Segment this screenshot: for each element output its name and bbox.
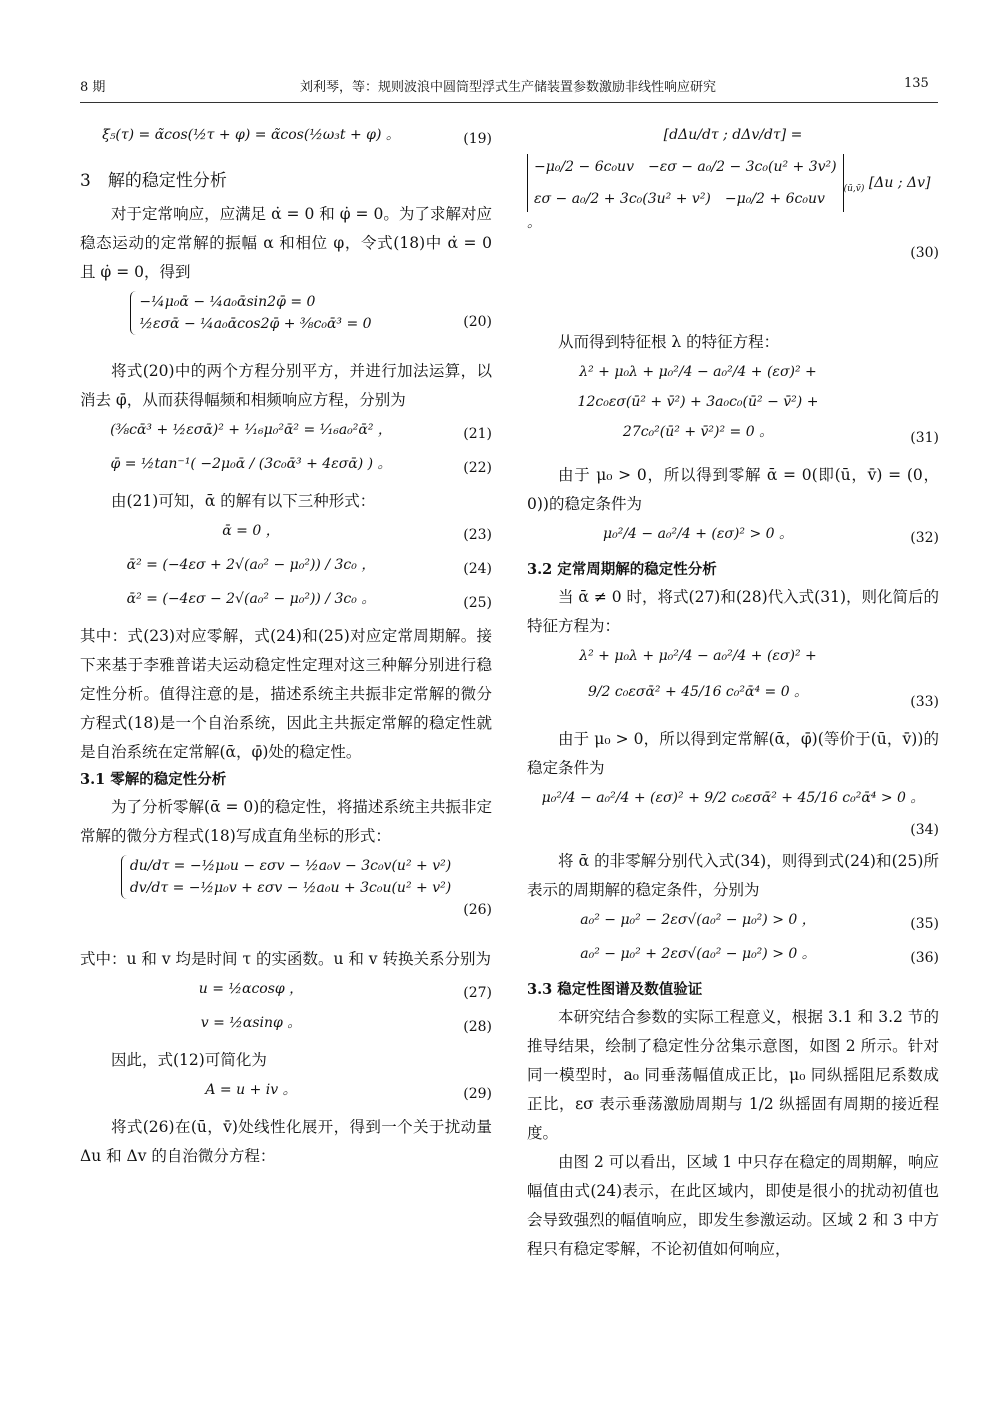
section-3-3-heading: 3.3 稳定性图谱及数值验证 bbox=[527, 981, 703, 998]
equation-36: a₀² − μ₀² + 2εσ√(a₀² − μ₀²) > 0 。 (36) bbox=[580, 946, 939, 966]
equation-21: (⅜cᾱ³ + ½εσᾱ)² + ¹⁄₁₆μ₀²ᾱ² = ¹⁄₁₆a₀²ᾱ² ， (21) bbox=[110, 422, 492, 442]
paragraph: 由于 μ₀ > 0，所以得到定常解(ᾱ，φ̄)(等价于(ū，v̄))的稳定条件为 bbox=[527, 730, 939, 777]
equation-30: [dΔu/dτ ; dΔv/dτ] = −μ₀/2 − 6c₀uv −εσ − a₀/2 − 3c₀(u² + 3v²) εσ − a₀/2 + 3c₀(3u² + v²) −μ₀/2 + 6c₀uv $_{(ū,v̄)}$ [Δu ; Δv] 。 (30) bbox=[527, 127, 939, 261]
equation-29: A = u + iv 。 (29) bbox=[205, 1082, 492, 1102]
left-column bbox=[80, 120, 492, 1171]
paragraph: 式中：u 和 v 均是时间 τ 的实函数。u 和 v 转换关系分别为 bbox=[80, 950, 491, 968]
equation-19: ξ₅(τ) = α̃cos(½τ + φ) = α̃cos(½ω₃t + φ) 。 (19) bbox=[102, 127, 492, 147]
header-article-title: 刘利琴，等：规则波浪中圆筒型浮式生产储装置参数激励非线性响应研究 bbox=[300, 80, 717, 95]
header-rule bbox=[80, 102, 938, 103]
equation-23: ᾱ = 0 ， (23) bbox=[222, 523, 492, 543]
equation-24: ᾱ² = (−4εσ + 2√(a₀² − μ₀²)) / 3c₀ ， (24) bbox=[126, 557, 492, 577]
equation-33: λ² + μ₀λ + μ₀²/4 − a₀²/4 + (εσ)² + 9/2 c₀εσᾱ² + 45/16 c₀²ᾱ⁴ = 0 。 (33) bbox=[579, 648, 939, 710]
equation-26: du/dτ = −½μ₀u − εσv − ½a₀v − 3c₀v(u² + v²) dv/dτ = −½μ₀v + εσv − ½a₀u + 3c₀u(u² + v²) (26) bbox=[80, 855, 492, 941]
equation-34: μ₀²/4 − a₀²/4 + (εσ)² + 9/2 c₀εσᾱ² + 45/16 c₀²ᾱ⁴ > 0 。 (34) bbox=[541, 790, 939, 838]
equation-35: a₀² − μ₀² − 2εσ√(a₀² − μ₀²) > 0 ， (35) bbox=[580, 912, 939, 932]
equation-32: μ₀²/4 − a₀²/4 + (εσ)² > 0 。 (32) bbox=[603, 526, 939, 546]
jacobian-matrix: −μ₀/2 − 6c₀uv −εσ − a₀/2 − 3c₀(u² + 3v²) εσ − a₀/2 + 3c₀(3u² + v²) −μ₀/2 + 6c₀uv bbox=[527, 154, 844, 212]
paragraph: 当 ᾱ ≠ 0 时，将式(27)和(28)代入式(31)，则化简后的特征方程为： bbox=[527, 588, 939, 635]
paragraph: 由(21)可知，ᾱ 的解有以下三种形式： bbox=[111, 492, 376, 510]
paragraph: 其中：式(23)对应零解，式(24)和(25)对应定常周期解。接下来基于李雅普诺夫运动稳定性定理对这三种解分别进行稳定性分析。值得注意的是，描述系统主共振非定常解的微分方程式(18)是一个自治系统，因此主共振定常解的稳定性就是自治系统在定常解(ᾱ，φ̄)处的稳定性。 bbox=[80, 627, 492, 761]
equation-31: λ² + μ₀λ + μ₀²/4 − a₀²/4 + (εσ)² + 12c₀εσ(ū² + v̄²) + 3a₀c₀(ū² − v̄²) + 27c₀²(ū² + v̄²)² = 0 。 (31) bbox=[577, 364, 939, 446]
section-3-heading: 3 解的稳定性分析 bbox=[80, 171, 227, 191]
equation-25: ᾱ² = (−4εσ − 2√(a₀² − μ₀²)) / 3c₀ 。 (25) bbox=[126, 591, 492, 611]
paragraph: 本研究结合参数的实际工程意义，根据 3.1 和 3.2 节的推导结果，绘制了稳定性分岔集示意图，如图 2 所示。针对同一模型时，a₀ 同垂荡幅值成正比，μ₀ 同纵摇阻尼系数成正比，εσ 表示垂荡激励周期与 1/2 纵摇固有周期的接近程度。 bbox=[527, 1008, 939, 1142]
paragraph: 对于定常响应，应满足 α̇ = 0 和 φ̇ = 0。为了求解对应稳态运动的定常解的振幅 α 和相位 φ，令式(18)中 α̇ = 0 且 φ̇ = 0，得到 bbox=[80, 205, 492, 281]
equation-20: −¼μ₀ᾱ − ¼a₀ᾱsin2φ̄ = 0 ½εσᾱ − ¼a₀ᾱcos2φ̄ + ⅜c₀ᾱ³ = 0 (20) bbox=[80, 291, 492, 353]
right-column bbox=[527, 120, 939, 1264]
paragraph: 将式(20)中的两个方程分别平方，并进行加法运算，以消去 φ̄，从而获得幅频和相频响应方程，分别为 bbox=[80, 362, 492, 409]
section-3-1-heading: 3.1 零解的稳定性分析 bbox=[80, 771, 227, 788]
section-3-2-heading: 3.2 定常周期解的稳定性分析 bbox=[527, 561, 717, 578]
equation-28: v = ½αsinφ 。 (28) bbox=[200, 1015, 492, 1035]
paragraph: 将式(26)在(ū，v̄)处线性化展开，得到一个关于扰动量 Δu 和 Δv 的自治微分方程： bbox=[80, 1118, 492, 1165]
paragraph: 为了分析零解(ᾱ = 0)的稳定性，将描述系统主共振非定常解的微分方程式(18)写成直角坐标的形式： bbox=[80, 798, 492, 845]
header-page-number: 135 bbox=[904, 76, 929, 91]
equation-27: u = ½αcosφ ， (27) bbox=[198, 981, 492, 1001]
paragraph: 由于 μ₀ > 0，所以得到零解 ᾱ = 0(即(ū，v̄) = (0，0))的稳定条件为 bbox=[527, 466, 939, 513]
paragraph: 从而得到特征根 λ 的特征方程： bbox=[558, 333, 780, 351]
paragraph: 将 ᾱ 的非零解分别代入式(34)，则得到式(24)和(25)所表示的周期解的稳定条件，分别为 bbox=[527, 852, 939, 899]
paragraph: 因此，式(12)可简化为 bbox=[111, 1051, 267, 1069]
equation-22: φ̄ = ½tan⁻¹( −2μ₀ᾱ / (3c₀ᾱ³ + 4εσᾱ) ) 。 (22) bbox=[110, 456, 492, 476]
paragraph: 由图 2 可以看出，区域 1 中只存在稳定的周期解，响应幅值由式(24)表示，在此区域内，即使是很小的扰动初值也会导致强烈的幅值响应，即发生参激运动。区域 2 和 3 中方程只有稳定零解，不论初值如何响应， bbox=[527, 1153, 939, 1258]
header-journal-issue: 8 期 bbox=[80, 80, 106, 95]
